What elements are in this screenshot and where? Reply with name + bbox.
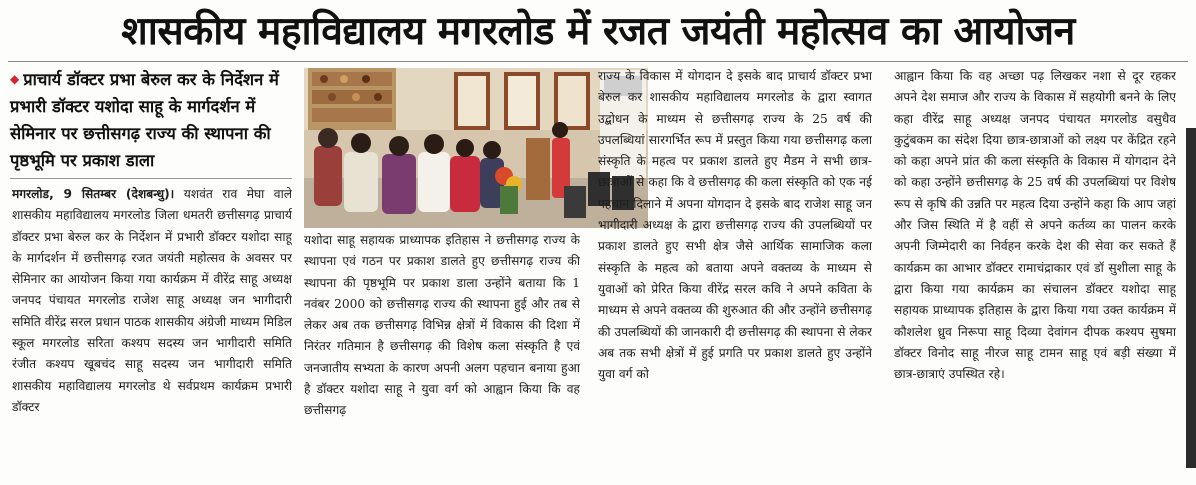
article-column-1: [12, 184, 292, 474]
page-edge-shadow: [1186, 128, 1196, 468]
column-3-text: राज्य के विकास में योगदान दे इसके बाद प्राचार्य डॉक्टर प्रभा बेरुल कर शासकीय महाविद्यालय मगरलोड के द्वारा स्वागत उद्बोधन के माध्यम से छत्तीसगढ़ राज्य के 25 वर्ष की उपलब्धियां सारगर्भित रूप में प्रस्तुत किया गया छत्तीसगढ़ कला संस्कृति के महत्व पर प्रकाश डालते हुए मैडम ने सभी छात्र-छात्राओं से कहा कि वे छत्तीसगढ़ की कला संस्कृति को एक नई पहचान दिलाने में अपना योगदान दे इसके बाद राजेश साहू जन भागीदारी अध्यक्ष के द्वारा छत्तीसगढ़ राज्य की उपलब्धियों पर प्रकाश डालते हुए सभी क्षेत्र जैसे आर्थिक सामाजिक कला संस्कृति के महत्व को बताया अपने वक्तव्य के माध्यम से युवाओं को प्रेरित किया वीरेंद्र सरल कवि ने अपने कविता के माध्यम से अपने वक्तव्य की शुरुआत की और उन्होंने छत्तीसगढ़ की उपलब्धियों की जानकारी दी छत्तीसगढ़ की स्थापना से लेकर अब तक सभी क्षेत्रों में हुई प्रगति पर प्रकाश डालते हुए उन्होंने युवा वर्ग को: [598, 69, 872, 382]
column-1-text: यशवंत राव मेघा वाले शासकीय महाविद्यालय मगरलोड जिला धमतरी छत्तीसगढ़ प्राचार्य डॉक्टर प्रभा बेरुल कर के निर्देशन में प्रभारी डॉक्टर यशोदा साहू के मार्गदर्शन में छत्तीसगढ़ रजत जयंती महोत्सव के अवसर पर सेमिनार का आयोजन किया गया कार्यक्रम में वीरेंद्र साहू अध्यक्ष जनपद पंचायत मगरलोड राजेश साहू अध्यक्ष जन भागीदारी समिति वीरेंद्र सरल प्रधान पाठक शासकीय अंग्रेजी माध्यम मिडिल स्कूल मगरलोड सरिता कश्यप सदस्य जन भागीदारी समिति रंजीत कश्यप खूबचंद साहू सदस्य जन भागीदारी समिति शासकीय महाविद्यालय मगरलोड थे सर्वप्रथम कार्यक्रम प्रभारी डॉक्टर: [12, 187, 292, 414]
article-column-4: [894, 66, 1176, 474]
event-photo: [304, 68, 648, 228]
dateline: मगरलोड, 9 सितम्बर (देशबन्धु)।: [12, 187, 175, 201]
red-diamond-bullet-icon: ◆: [10, 72, 20, 86]
seminar-hall-photo: [304, 68, 648, 228]
column-4-text: आह्वान किया कि वह अच्छा पढ़ लिखकर नशा से दूर रहकर अपने देश समाज और राज्य के विकास में सहयोगी बनने के लिए कहा वीरेंद्र साहू अध्यक्ष जनपद पंचायत मगरलोड वसुधैव कुटुंबकम का संदेश दिया छात्र-छात्राओं को लक्ष्य पर केंद्रित रहने को कहा अपने प्रांत की कला संस्कृति के विकास में योगदान देने को कहा उन्होंने छत्तीसगढ़ के 25 वर्ष की उपलब्धियां पर विशेष रूप से कृषि की उन्नति पर महत्व दिया उन्होंने कहा कि आप जहां और जिस स्थिति में है वहीं से अपने कर्तव्य का पालन करके अपनी जिम्मेदारी का निर्वहन करके देश की सेवा कर सकते हैं कार्यक्रम का आभार डॉक्टर रामाचंद्राकार एवं डॉ सुशीला साहू के द्वारा किया गया कार्यक्रम का संचालन डॉक्टर यशोदा साहू सहायक प्राध्यापक इतिहास के द्वारा किया गया उक्त कार्यक्रम में कौशलेश ध्रुव निरूपा साहू दिव्या देवांगन दीपक कश्यप सुषमा डॉक्टर विनोद साहू नीरज साहू टामन साहू एवं बड़ी संख्या में छात्र-छात्राएं उपस्थित रहे।: [894, 69, 1176, 382]
subheadline: प्राचार्य डॉक्टर प्रभा बेरुल कर के निर्देशन में प्रभारी डॉक्टर यशोदा साहू के मार्गदर्शन में सेमिनार पर छत्तीसगढ़ राज्य की स्थापना की पृष्ठभूमि पर प्रकाश डाला: [10, 70, 279, 170]
column-2-text: यशोदा साहू सहायक प्राध्यापक इतिहास ने छत्तीसगढ़ राज्य के स्थापना एवं गठन पर प्रकाश डालते हुए छत्तीसगढ़ राज्य की स्थापना की पृष्ठभूमि पर प्रकाश डाला उन्होंने बताया कि 1 नवंबर 2000 को छत्तीसगढ़ राज्य की स्थापना हुई और तब से लेकर अब तक छत्तीसगढ़ विभिन्न क्षेत्रों में विकास की दिशा में निरंतर गतिमान है छत्तीसगढ़ की विशेष कला संस्कृति है एवं जनजातीय सभ्यता के कारण अपनी अलग पहचान बनाया हुआ है डॉक्टर यशोदा साहू ने युवा वर्ग को आह्वान किया कि वह छत्तीसगढ़: [304, 233, 580, 418]
subheadline-block: [10, 66, 292, 174]
headline: शासकीय महाविद्यालय मगरलोड में रजत जयंती महोत्सव का आयोजन: [121, 9, 1075, 54]
subheadline-rule: [10, 178, 292, 179]
article-column-2: [304, 230, 580, 474]
article-column-3: [598, 66, 872, 474]
headline-rule: [8, 61, 1188, 62]
